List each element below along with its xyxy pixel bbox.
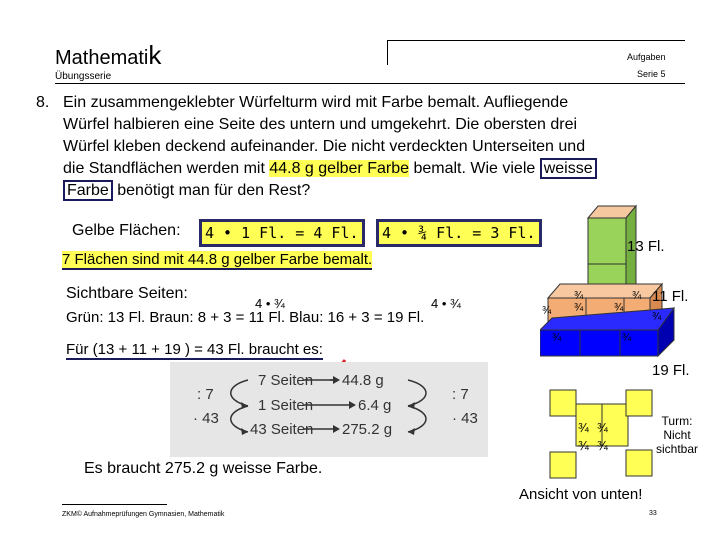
header-right-top: Aufgaben [627, 52, 666, 62]
header-line-bottom [55, 83, 685, 84]
frac-9: ¾ [578, 420, 589, 435]
frac-2: ¾ [574, 302, 584, 314]
table-row2-right: 6.4 g [358, 397, 392, 414]
table-row1-right: 44.8 g [342, 372, 384, 389]
task-number: 8. [36, 94, 50, 111]
frac-7: ¾ [552, 332, 562, 344]
task-line-3: Würfel kleben deckend aufeinander. Die nicht verdeckten Unterseiten und [63, 138, 586, 155]
header-title-main: Mathemati [55, 47, 149, 69]
task-line-4-a: die Standflächen werden mit [63, 160, 270, 177]
turm-label-line-1: Turm: [661, 414, 693, 428]
frac-1: ¾ [574, 290, 584, 302]
table-op-right-2: · 43 [452, 410, 478, 427]
frac-8: ¾ [622, 332, 632, 344]
bottom-caption: Ansicht von unten! [519, 486, 643, 503]
header-line-vertical [387, 40, 388, 65]
yellow-box-2: 4 • ¾ Fl. = 3 Fl. [376, 219, 542, 247]
yellow-faces-label: Gelbe Flächen: [72, 222, 181, 239]
table-row2-left: 1 Seiten [258, 397, 314, 414]
header-line-top [387, 40, 685, 41]
frac-6: ¾ [652, 311, 662, 323]
boxed-word-weisse: weisse [540, 158, 597, 179]
frac-12: ¾ [597, 438, 608, 453]
frac-10: ¾ [597, 420, 608, 435]
boxed-word-farbe: Farbe [63, 180, 113, 201]
table-row3-left: 43 Seiten [250, 421, 314, 438]
footer-source: ZKM© Aufnahmeprüfungen Gymnasien, Mathematik [62, 511, 225, 518]
header-title [55, 40, 161, 71]
task-line-2: Würfel halbieren eine Seite des untern und umgekehrt. Die obersten drei [63, 116, 578, 133]
table-arrows [170, 362, 488, 457]
need-text: Für (13 + 11 + 19 ) = 43 Fl. braucht es: [66, 341, 323, 358]
turm-label [651, 414, 703, 456]
brown-label: 11 Fl. [652, 288, 689, 305]
frac-11: ¾ [578, 438, 589, 453]
table-op-right-1: : 7 [452, 386, 469, 403]
task-text [63, 92, 663, 202]
visible-note-1: 4 • ¾ [255, 296, 285, 311]
turm-label-line-2: Nicht [663, 428, 691, 442]
task-line-5 [63, 180, 663, 202]
green-label: 13 Fl. [627, 238, 665, 255]
table-row3-right: 275.2 g [342, 421, 393, 438]
task-line-4 [63, 158, 663, 180]
yellow-summary: 7 Flächen sind mit 44.8 g gelber Farbe bemalt. [62, 251, 373, 268]
highlight-yellow-paint: 44.8 g gelber Farbe [269, 160, 409, 177]
header-title-last: k [148, 40, 162, 70]
visible-sides-line: Grün: 13 Fl. Braun: 8 + 3 = 11 Fl. Blau: 16 + 3 = 19 Fl. [66, 309, 425, 326]
frac-3: ¾ [632, 290, 642, 302]
task-line-1: Ein zusammengeklebter Würfelturm wird mit Farbe bemalt. Aufliegende [63, 94, 569, 111]
table-row1-left: 7 Seiten [258, 372, 314, 389]
header-subtitle: Übungsserie [55, 71, 112, 82]
visible-sides-label: Sichtbare Seiten: [66, 285, 188, 302]
table-op-left-1: : 7 [197, 386, 214, 403]
header-right-bottom: Serie 5 [637, 69, 666, 79]
frac-5: ¾ [542, 305, 552, 317]
blue-label: 19 Fl. [652, 362, 690, 379]
result-text: Es braucht 275.2 g weisse Farbe. [84, 460, 323, 477]
frac-4: ¾ [614, 302, 624, 314]
visible-note-2: 4 • ¾ [431, 296, 461, 311]
task-line-4-b: bemalt. Wie viele [409, 160, 540, 177]
turm-label-line-3: sichtbar [655, 442, 699, 456]
page-number: 33 [649, 510, 657, 517]
yellow-box-1: 4 • 1 Fl. = 4 Fl. [199, 219, 365, 247]
task-line-5-b: benötigt man für den Rest? [112, 182, 311, 199]
table-op-left-2: · 43 [193, 410, 219, 427]
footer-line [62, 504, 167, 505]
